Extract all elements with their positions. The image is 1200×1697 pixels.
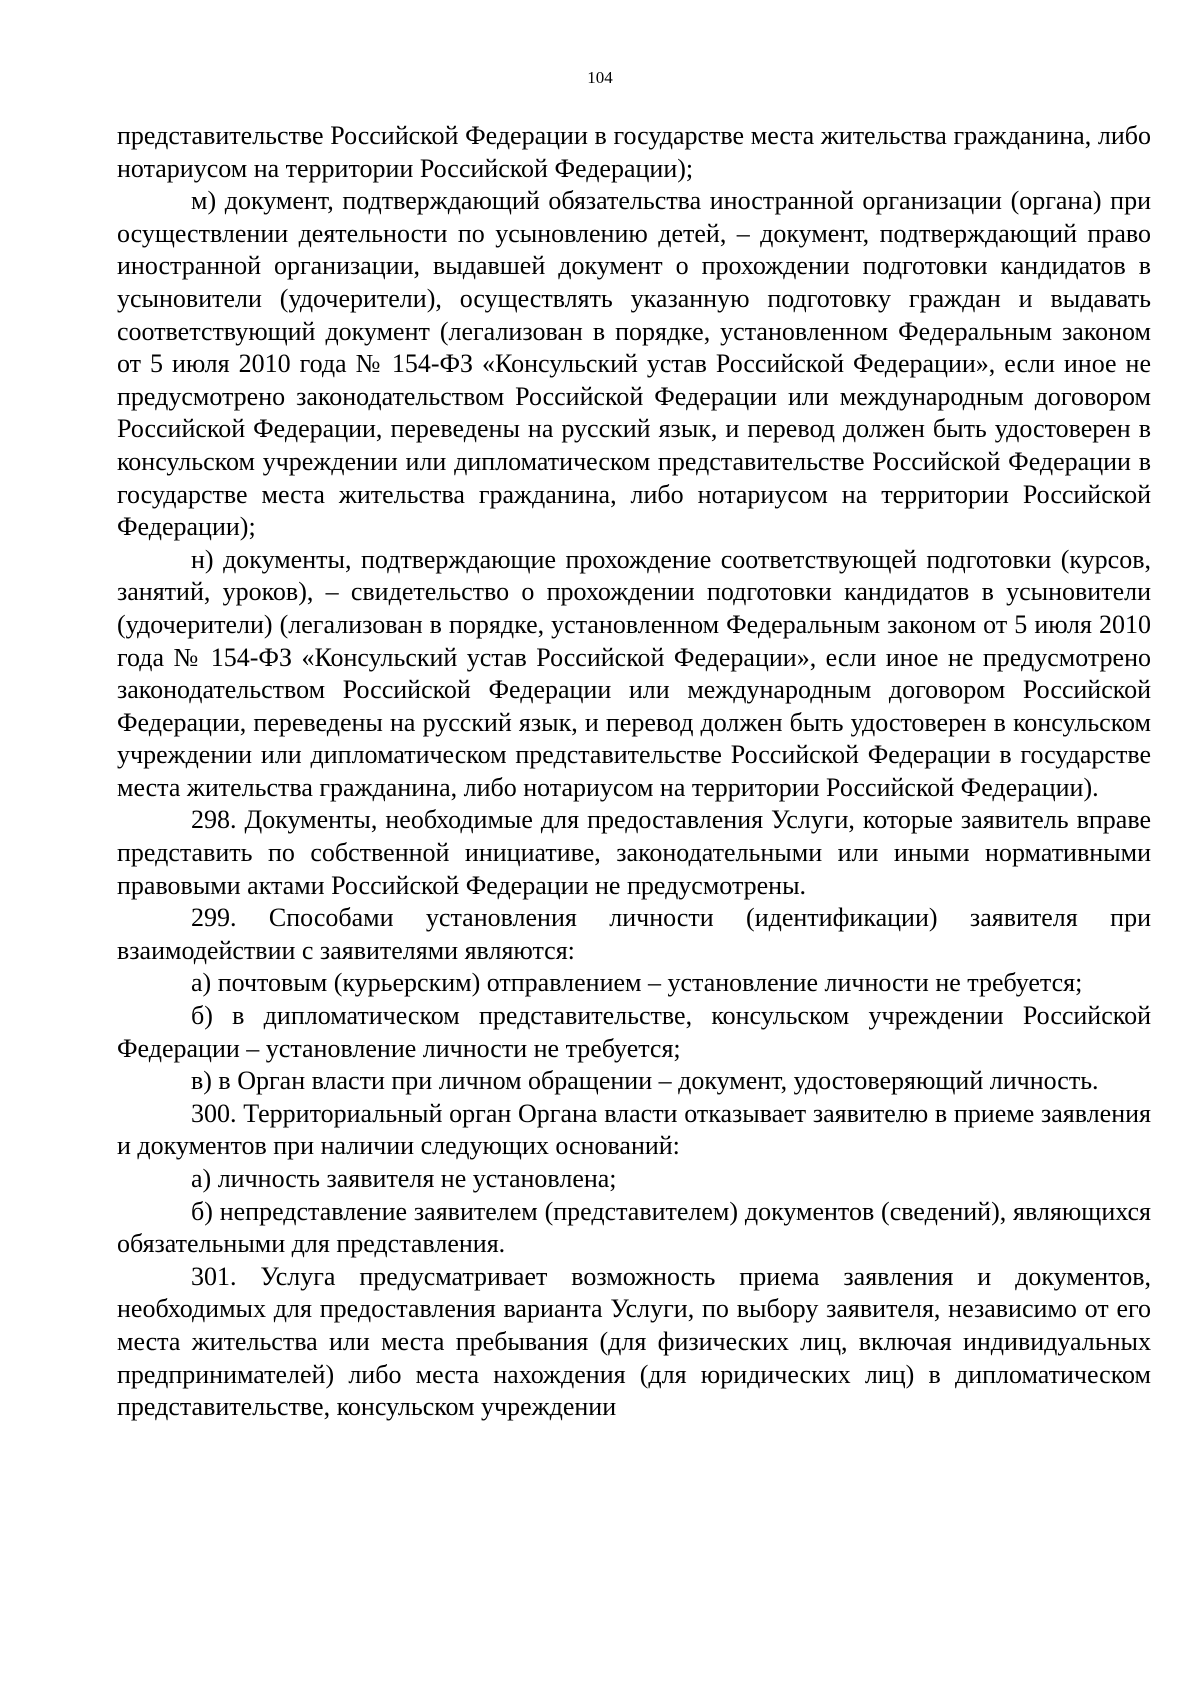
paragraph-298: 298. Документы, необходимые для предоставления Услуги, которые заявитель вправе представить по собственной инициативе, законодательными или иными нормативными правовыми актами Российской Федерации не предусмотрены.	[117, 805, 1151, 900]
paragraph-300-a: а) личность заявителя не установлена;	[191, 1164, 617, 1193]
page-number: 104	[587, 68, 613, 87]
paragraph-continuation: представительстве Российской Федерации в государстве места жительства гражданина, либо нотариусом на территории Российской Федерации);	[117, 121, 1151, 183]
paragraph-item-n: н) документы, подтверждающие прохождение соответствующей подготовки (курсов, занятий, уроков), – свидетельство о прохождении подготовки кандидатов в усыновители (удочерители) (легализован в порядке, установленном Федеральным законом от 5 июля 2010 года № 154-ФЗ «Консульский устав Российской Федерации», если иное не предусмотрено законодательством Российской Федерации или международным договором Российской Федерации, переведены на русский язык, и перевод должен быть удостоверен в консульском учреждении или дипломатическом представительстве Российской Федерации в государстве места жительства гражданина, либо нотариусом на территории Российской Федерации).	[117, 544, 1151, 802]
paragraph-item-m: м) документ, подтверждающий обязательства иностранной организации (органа) при осуществлении деятельности по усыновлению детей, – документ, подтверждающий право иностранной организации, выдавшей документ о прохождении подготовки кандидатов в усыновители (удочерители), осуществлять указанную подготовку граждан и выдавать соответствующий документ (легализован в порядке, установленном Федеральным законом от 5 июля 2010 года № 154-ФЗ «Консульский устав Российской Федерации», если иное не предусмотрено законодательством Российской Федерации или международным договором Российской Федерации, переведены на русский язык, и перевод должен быть удостоверен в консульском учреждении или дипломатическом представительстве Российской Федерации в государстве места жительства гражданина, либо нотариусом на территории Российской Федерации);	[117, 186, 1151, 542]
paragraph-301: 301. Услуга предусматривает возможность приема заявления и документов, необходимых для предоставления варианта Услуги, по выбору заявителя, независимо от его места жительства или места пребывания (для физических лиц, включая индивидуальных предпринимателей) либо места нахождения (для юридических лиц) в дипломатическом представительстве, консульском учреждении	[117, 1261, 1151, 1422]
paragraph-299-b: б) в дипломатическом представительстве, консульском учреждении Российской Федерации – установление личности не требуется;	[117, 1001, 1151, 1063]
paragraph-299: 299. Способами установления личности (идентификации) заявителя при взаимодействии с заявителями являются:	[117, 903, 1151, 965]
paragraph-299-a: а) почтовым (курьерским) отправлением – установление личности не требуется;	[191, 968, 1083, 998]
paragraph-300-b: б) непредставление заявителем (представителем) документов (сведений), являющихся обязательными для представления.	[117, 1196, 1151, 1259]
document-body	[117, 120, 1151, 1424]
paragraph-300: 300. Территориальный орган Органа власти отказывает заявителю в приеме заявления и документов при наличии следующих оснований:	[117, 1098, 1151, 1161]
paragraph-299-v: в) в Орган власти при личном обращении – документ, удостоверяющий личность.	[191, 1066, 1099, 1096]
